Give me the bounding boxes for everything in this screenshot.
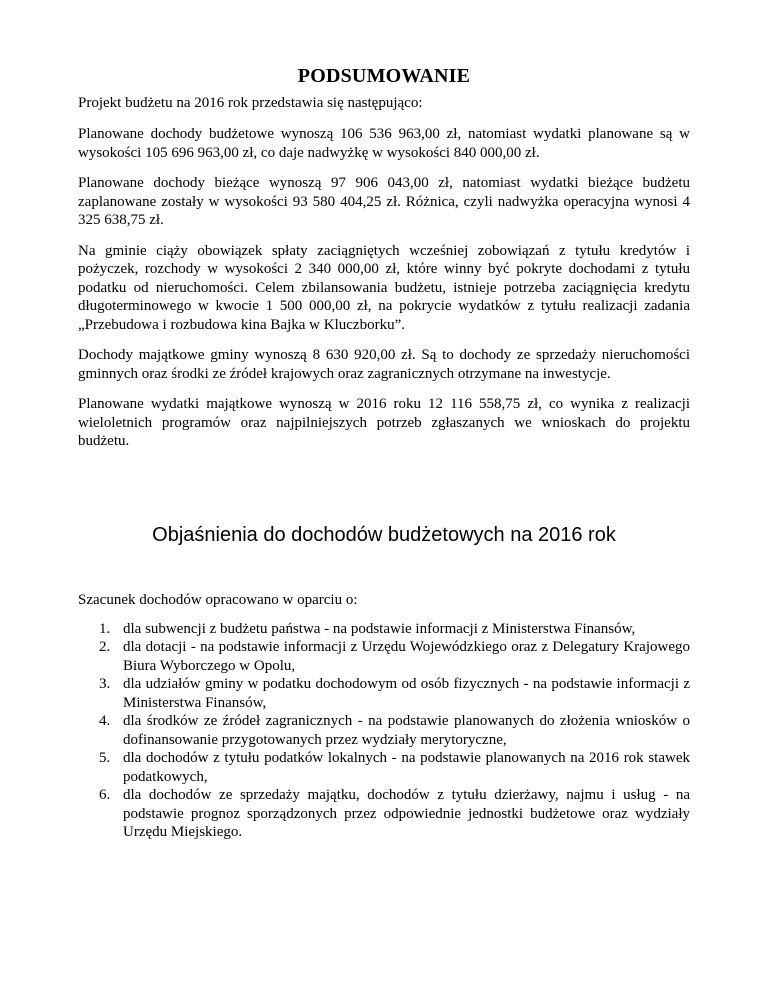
explanations-list bbox=[78, 620, 690, 842]
list-item-text: dla środków ze źródeł zagranicznych - na podstawie planowanych do złożenia wniosków o dofinansowanie przygotowanych przez wydziały merytoryczne, bbox=[123, 713, 690, 748]
list-item bbox=[78, 675, 690, 712]
summary-paragraph-total: Planowane dochody budżetowe wynoszą 106 536 963,00 zł, natomiast wydatki planowane są w wysokości 105 696 963,00 zł, co daje nadwyżkę w wysokości 840 000,00 zł. bbox=[78, 126, 690, 161]
list-item-number: 4. bbox=[99, 713, 111, 729]
summary-paragraph-property-income: Dochody majątkowe gminy wynoszą 8 630 920,00 zł. Są to dochody ze sprzedaży nieruchomości gminnych oraz środki ze źródeł krajowych oraz zagranicznych otrzymane na inwestycje. bbox=[78, 347, 690, 382]
summary-paragraph-debt: Na gminie ciąży obowiązek spłaty zaciągniętych wcześniej zobowiązań z tytułu kredytów i pożyczek, rozchody w wysokości 2 340 000,00 zł, które winny być pokryte dochodami z tytułu podatku od nieruchomości. Celem zbilansowania budżetu, istnieje potrzeba zaciągnięcia kredytu długoterminowego w kwocie 1 500 000,00 zł, na pokrycie wydatków z tytułu realizacji zadania „Przebudowa i rozbudowa kina Bajka w Kluczborku”. bbox=[78, 242, 690, 333]
summary-intro: Projekt budżetu na 2016 rok przedstawia się następująco: bbox=[78, 95, 423, 111]
list-item-number: 6. bbox=[99, 787, 111, 803]
list-item bbox=[78, 786, 690, 842]
list-item-number: 1. bbox=[99, 620, 111, 637]
summary-title: PODSUMOWANIE bbox=[297, 65, 471, 87]
list-item-number: 3. bbox=[99, 676, 111, 692]
document-page bbox=[78, 0, 690, 842]
explanations-lead: Szacunek dochodów opracowano w oparciu o: bbox=[78, 591, 358, 608]
summary-paragraph-current: Planowane dochody bieżące wynoszą 97 906 043,00 zł, natomiast wydatki bieżące budżetu zaplanowane zostały w wysokości 93 580 404,25 zł. Różnica, czyli nadwyżka operacyjna wynosi 4 325 638,75 zł. bbox=[78, 175, 690, 228]
list-item-number: 5. bbox=[99, 750, 111, 766]
list-item-text: dla dotacji - na podstawie informacji z Urzędu Wojewódzkiego oraz z Delegatury Krajowego Biura Wyborczego w Opolu, bbox=[123, 639, 690, 674]
list-item bbox=[78, 620, 690, 639]
list-item-text: dla udziałów gminy w podatku dochodowym od osób fizycznych - na podstawie informacji z Ministerstwa Finansów, bbox=[123, 676, 690, 711]
list-item bbox=[78, 749, 690, 786]
list-item-number: 2. bbox=[99, 639, 111, 655]
summary-paragraph-property-expenses: Planowane wydatki majątkowe wynoszą w 2016 roku 12 116 558,75 zł, co wynika z realizacji wieloletnich programów oraz najpilniejszych potrzeb zgłaszanych we wnioskach do projektu budżetu. bbox=[78, 396, 690, 449]
list-item-text: dla dochodów z tytułu podatków lokalnych - na podstawie planowanych na 2016 rok stawek podatkowych, bbox=[123, 750, 690, 785]
list-item-text: dla dochodów ze sprzedaży majątku, dochodów z tytułu dzierżawy, najmu i usług - na podstawie prognoz sporządzonych przez odpowiednie jednostki budżetowe oraz wydziały Urzędu Miejskiego. bbox=[123, 787, 690, 840]
explanations-heading: Objaśnienia do dochodów budżetowych na 2016 rok bbox=[152, 523, 616, 546]
list-item-text: dla subwencji z budżetu państwa - na podstawie informacji z Ministerstwa Finansów, bbox=[123, 620, 636, 637]
list-item bbox=[78, 638, 690, 675]
list-item bbox=[78, 712, 690, 749]
